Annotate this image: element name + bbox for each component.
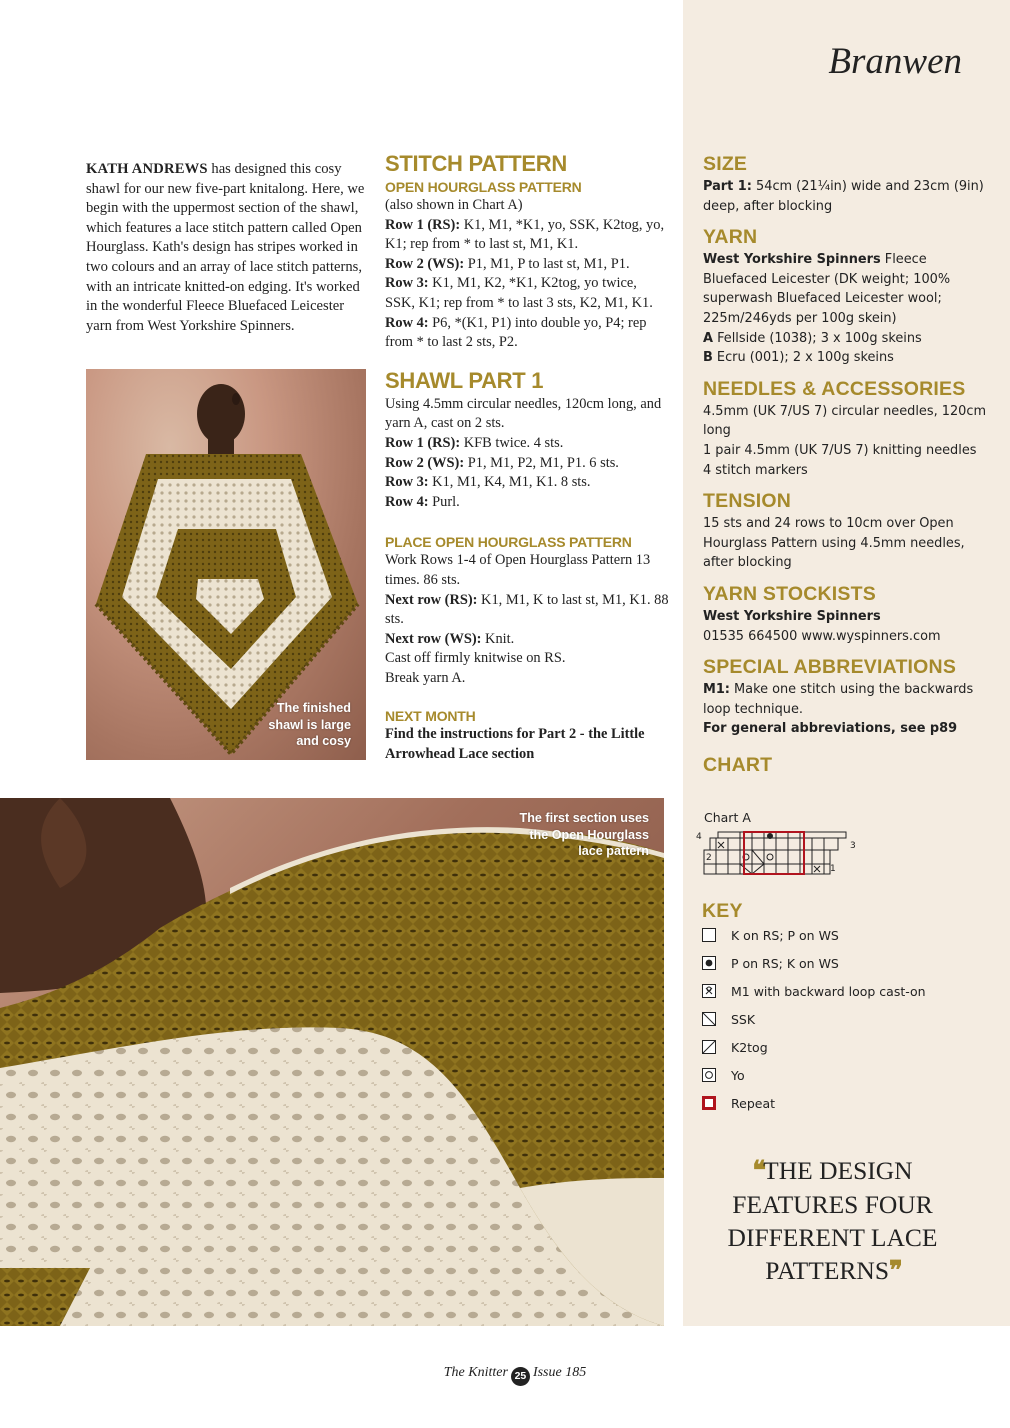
key-list	[702, 928, 926, 1124]
cast-off-line: Cast off firmly knitwise on RS.	[385, 650, 566, 667]
close-quote-icon: ❜❜	[889, 1256, 900, 1286]
list-item: K2tog	[702, 1040, 926, 1068]
blank-square-icon	[702, 928, 716, 942]
place-pattern-intro: Work Rows 1-4 of Open Hourglass Pattern 13 times. 86 sts.	[385, 552, 651, 588]
list-item: Yo	[702, 1068, 926, 1096]
shawl-row-1: Row 1 (RS): KFB twice. 4 sts.	[385, 434, 564, 451]
abbreviations-heading: SPECIAL ABBREVIATIONS	[703, 656, 957, 679]
shawl-part-heading: SHAWL PART 1	[385, 367, 544, 393]
tension-text: 15 sts and 24 rows to 10cm over Open Hourglass Pattern using 4.5mm needles, after blocking	[703, 516, 965, 571]
yarn-colour-b: B Ecru (001); 2 x 100g skeins	[703, 350, 894, 366]
needles-item-pair: 1 pair 4.5mm (UK 7/US 7) knitting needles	[703, 442, 977, 458]
chart-heading: CHART	[703, 753, 773, 776]
chart-row-3-label: 3	[850, 841, 856, 851]
intro-text: has designed this cosy shawl for our new five-part knitalong. Here, we begin with the uppermost section of the shawl, which features a lace stitch pattern called Open Hourglass. Kath's design has stripes worked in two colours and an array of lace stitch patterns, with an intricate knitted-on edging. It's worked in the wonderful Fleece Bluefaced Leicester yarn from West Yorkshire Spinners.	[86, 161, 365, 334]
issue-number: Issue 185	[532, 1365, 587, 1380]
dot-square-icon	[702, 956, 716, 970]
stockist-name: West Yorkshire Spinners	[703, 608, 881, 624]
chart-note: (also shown in Chart A)	[385, 197, 523, 213]
general-abbreviations-note: For general abbreviations, see p89	[703, 721, 958, 737]
key-heading: KEY	[702, 900, 743, 922]
tension-heading: TENSION	[703, 490, 792, 513]
stitch-pattern-heading: STITCH PATTERN	[385, 151, 567, 176]
yarn-colour-a: A Fellside (1038); 3 x 100g skeins	[703, 330, 922, 346]
stitch-row-4: Row 4: P6, *(K1, P1) into double yo, P4; rep from * to last 2 sts, P2.	[385, 314, 647, 351]
size-text: Part 1: 54cm (21¼in) wide and 23cm (9in) deep, after blocking	[703, 179, 984, 214]
open-quote-icon: ❛❛	[752, 1156, 764, 1186]
chart-row-2-label: 2	[706, 853, 712, 863]
shawl-row-2: Row 2 (WS): P1, M1, P2, M1, P1. 6 sts.	[385, 454, 619, 471]
m1-abbreviation: M1: Make one stitch using the backwards loop technique.	[703, 682, 974, 717]
next-month-heading: NEXT MONTH	[385, 708, 476, 725]
page-number: 25	[511, 1367, 530, 1386]
needles-item-markers: 4 stitch markers	[703, 462, 808, 478]
page-footer	[0, 1365, 1010, 1386]
shawl-row-4: Row 4: Purl.	[385, 493, 460, 510]
yarn-description: West Yorkshire Spinners Fleece Bluefaced Leicester (DK weight; 100% superwash Bluefaced Leicester wool; 225m/246yds per 100g skein)	[703, 252, 951, 326]
chart-row-4-label: 4	[696, 832, 702, 842]
list-item: Repeat	[702, 1096, 926, 1124]
red-square-icon	[702, 1096, 716, 1110]
photo2-caption: The first section uses the Open Hourglass lace pattern	[519, 811, 649, 858]
intro-paragraph	[86, 160, 368, 336]
ssk-diagonal-icon	[702, 1012, 716, 1026]
shawl-closeup-photo	[0, 798, 664, 1326]
yarn-heading: YARN	[703, 226, 758, 249]
circle-square-icon	[702, 1068, 716, 1082]
shawl-closeup-illustration	[0, 798, 664, 1326]
chart-a-grid	[694, 828, 864, 878]
shawl-row-3: Row 3: K1, M1, K4, M1, K1. 8 sts.	[385, 474, 591, 491]
info-sidebar	[703, 152, 993, 778]
chart-row-1-label: 1	[830, 864, 836, 874]
place-pattern-heading: PLACE OPEN HOURGLASS PATTERN	[385, 534, 632, 551]
chart-a-label: Chart A	[704, 810, 751, 825]
instructions-column	[385, 150, 670, 765]
list-item: K on RS; P on WS	[702, 928, 926, 956]
list-item: P on RS; K on WS	[702, 956, 926, 984]
place-row-1: Next row (RS): K1, M1, K to last st, M1, K1. 88 sts.	[385, 591, 669, 628]
stitch-row-1: Row 1 (RS): K1, M1, *K1, yo, SSK, K2tog, yo, K1; rep from * to last st, M1, K1.	[385, 216, 665, 253]
magazine-name: The Knitter	[443, 1365, 508, 1380]
stitch-row-3: Row 3: K1, M1, K2, *K1, K2tog, yo twice, SSK, K1; rep from * to last 3 sts, K2, M1, K1.	[385, 275, 653, 311]
photo1-caption: The finished shawl is large and cosy	[268, 701, 351, 748]
stitch-row-2: Row 2 (WS): P1, M1, P to last st, M1, P1.	[385, 255, 630, 272]
stockist-contact[interactable]: 01535 664500 www.wyspinners.com	[703, 628, 941, 644]
break-yarn-line: Break yarn A.	[385, 669, 466, 686]
pattern-title: Branwen	[828, 41, 962, 82]
shawl-part-intro: Using 4.5mm circular needles, 120cm long, and yarn A, cast on 2 sts.	[385, 395, 662, 432]
size-heading: SIZE	[703, 153, 748, 175]
list-item: SSK	[702, 1012, 926, 1040]
open-hourglass-subheading: OPEN HOURGLASS PATTERN	[385, 179, 582, 195]
shawl-back-photo	[86, 369, 366, 760]
k2tog-diagonal-icon	[702, 1040, 716, 1054]
list-item: M1 with backward loop cast-on	[702, 984, 926, 1012]
place-row-2: Next row (WS): Knit.	[385, 630, 515, 647]
cross-loop-square-icon	[702, 984, 716, 998]
designer-name: KATH ANDREWS	[86, 161, 208, 177]
pull-quote: ❛❛THE DESIGN FEATURES FOUR DIFFERENT LACE PATTERNS❜❜	[727, 1156, 938, 1286]
needles-heading: NEEDLES & ACCESSORIES	[703, 377, 966, 400]
next-month-text: Find the instructions for Part 2 - the Little Arrowhead Lace section	[385, 726, 645, 763]
stockists-heading: YARN STOCKISTS	[703, 582, 876, 605]
needles-item-circular: 4.5mm (UK 7/US 7) circular needles, 120cm long	[703, 403, 987, 439]
